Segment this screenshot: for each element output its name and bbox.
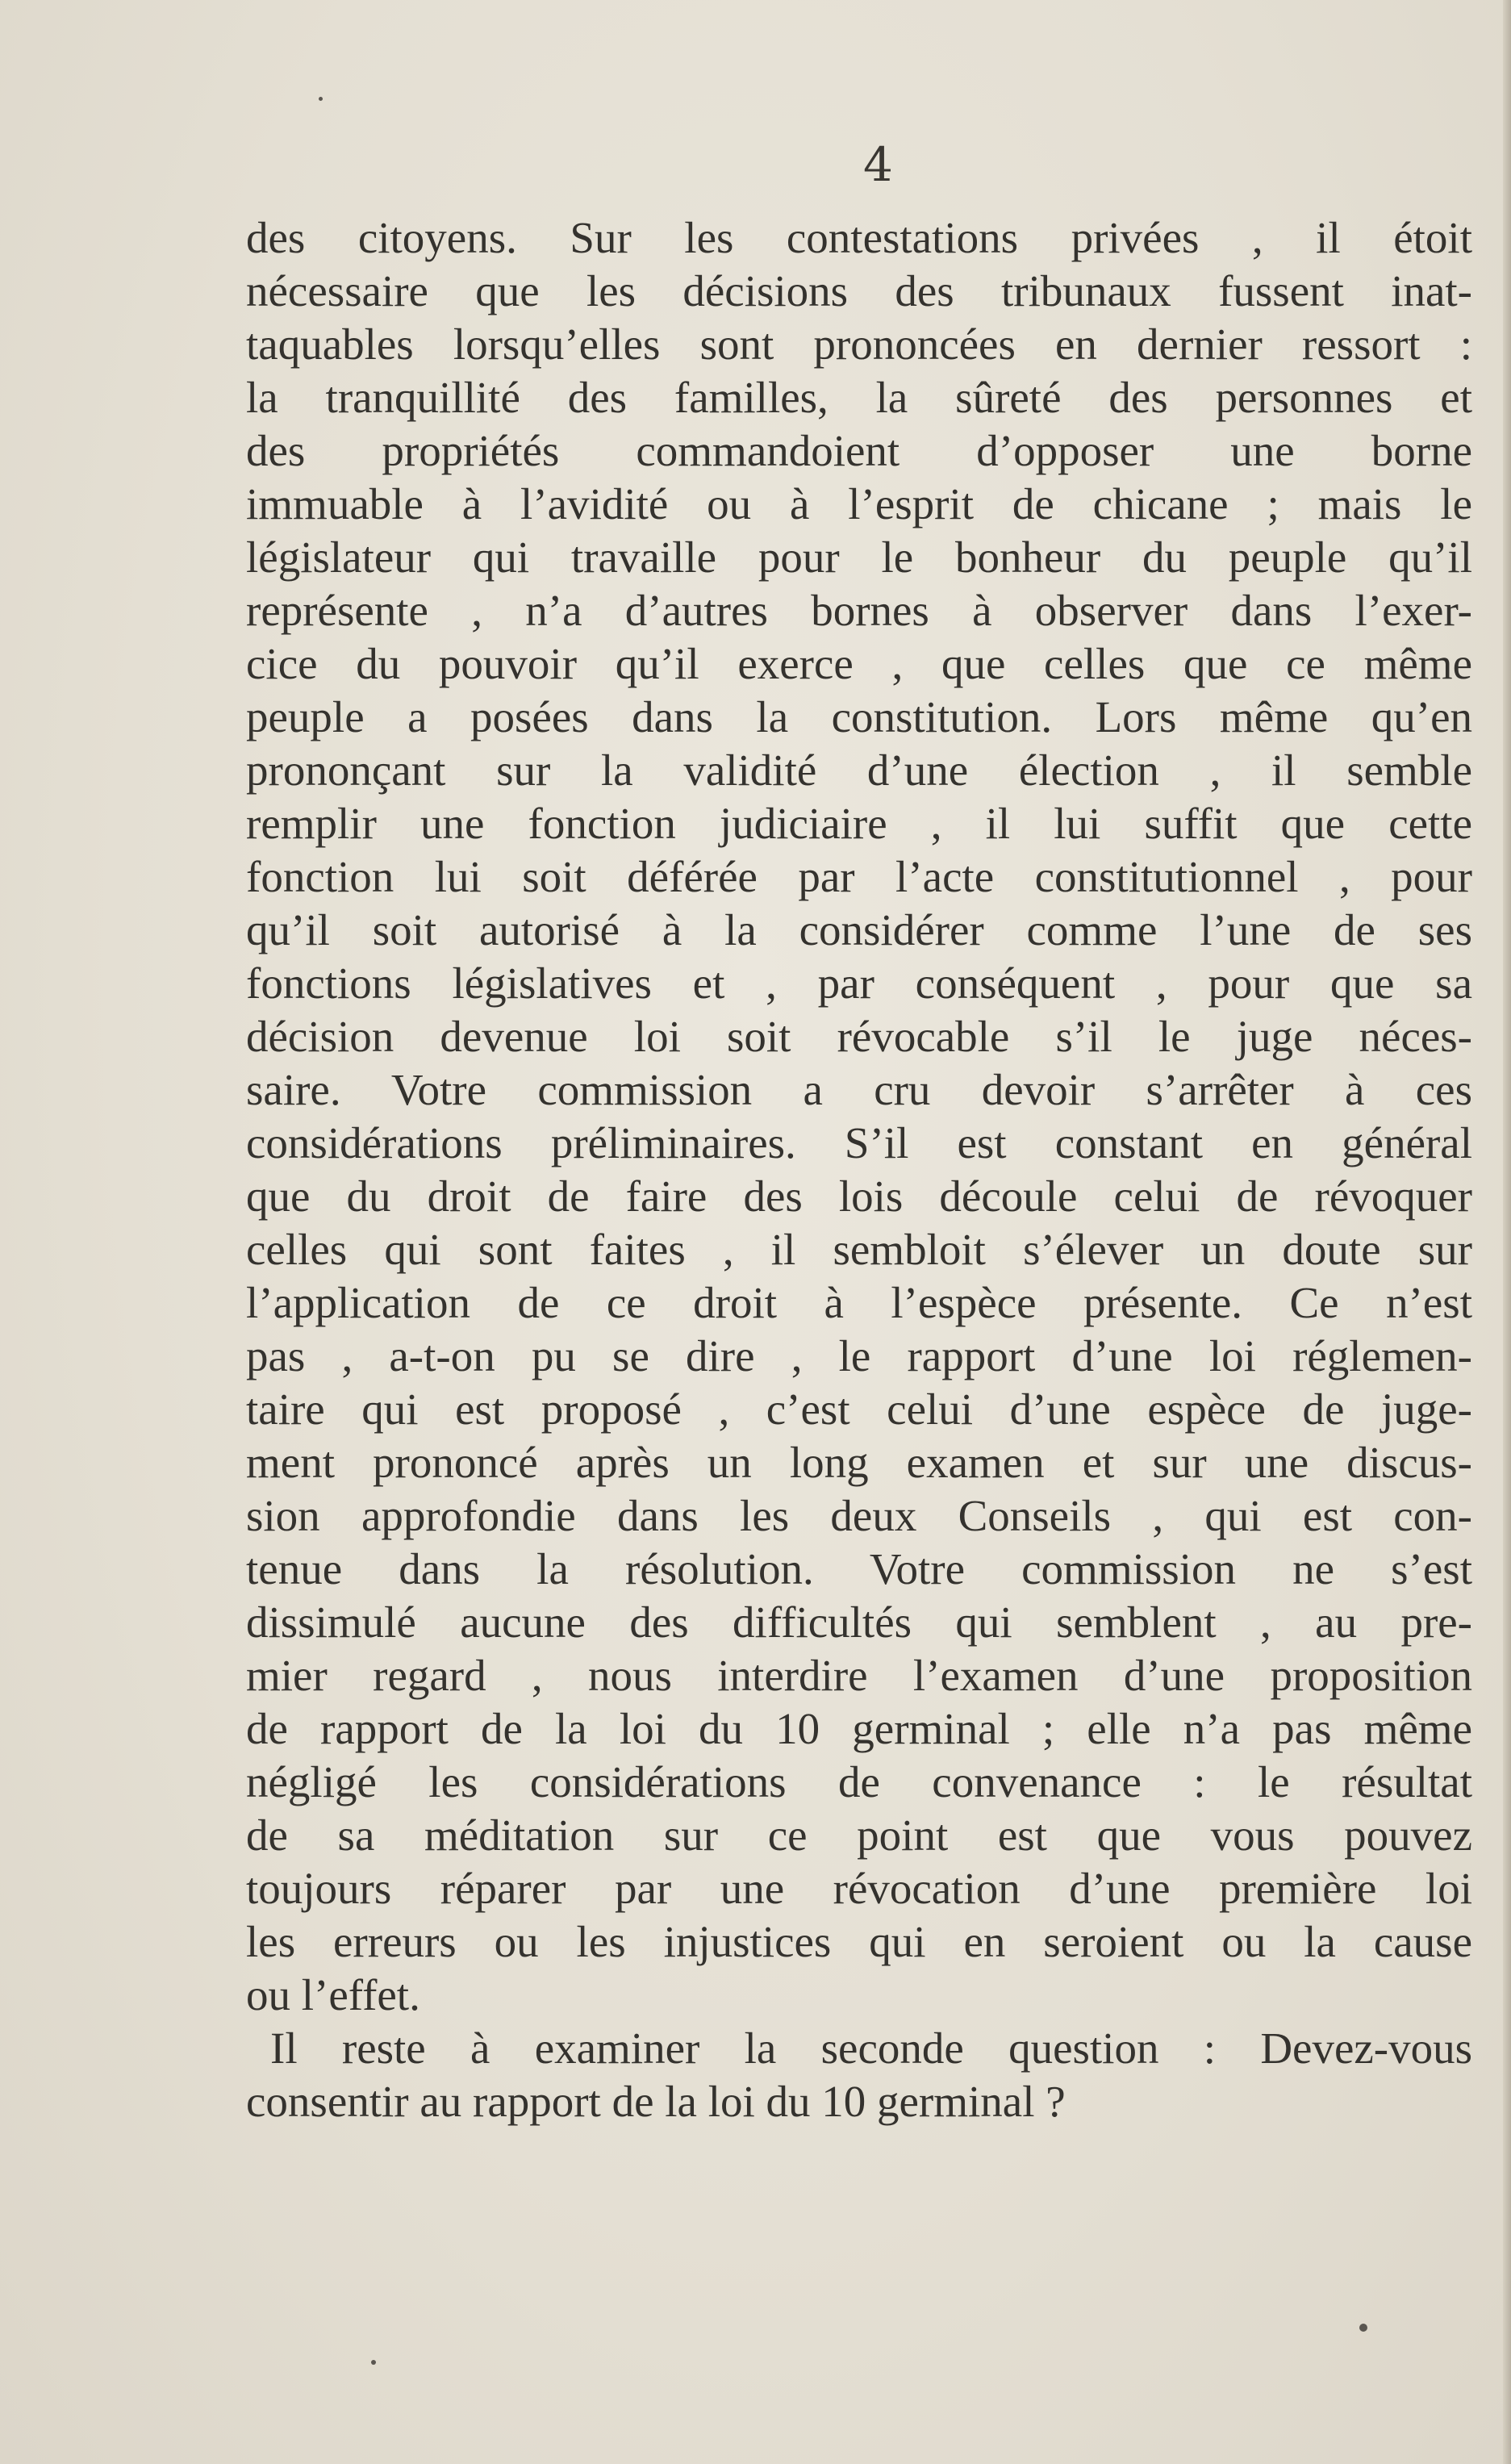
body-text [246,211,1472,2128]
paper-speck [371,2360,376,2365]
text-line: ment prononcé après un long examen et sur une discus- [246,1438,1472,1487]
text-line: que du droit de faire des lois découle celui de révoquer [246,1171,1472,1221]
page-edge [1503,0,1511,2464]
text-line: sion approfondie dans les deux Conseils , qui est con- [246,1491,1472,1540]
text-line: de sa méditation sur ce point est que vous pouvez [246,1810,1472,1860]
text-line: des citoyens. Sur les contestations privées , il étoit [246,213,1472,262]
text-line: Il reste à examiner la seconde question : Devez-vous [270,2023,1472,2073]
text-line: qu’il soit autorisé à la considérer comme l’une de ses [246,905,1472,954]
text-line: remplir une fonction judiciaire , il lui suffit que cette [246,799,1472,848]
text-line: peuple a posées dans la constitution. Lors même qu’en [246,692,1472,741]
text-line: législateur qui travaille pour le bonheur du peuple qu’il [246,532,1472,582]
paper-speck [319,97,323,101]
text-line: toujours réparer par une révocation d’une première loi [246,1864,1472,1913]
text-line: prononçant sur la validité d’une élection , il semble [246,745,1472,795]
text-line: ou l’effet. [246,1970,420,2019]
text-line: mier regard , nous interdire l’examen d’une proposition [246,1651,1472,1700]
text-line: les erreurs ou les injustices qui en seroient ou la cause [246,1917,1472,1966]
text-line: taquables lorsqu’elles sont prononcées en dernier ressort : [246,319,1472,369]
text-line: cice du pouvoir qu’il exerce , que celles que ce même [246,639,1472,688]
page-number: 4 [863,137,893,192]
text-line: l’application de ce droit à l’espèce présente. Ce n’est [246,1278,1472,1327]
text-line: considérations préliminaires. S’il est constant en général [246,1118,1472,1167]
text-line: immuable à l’avidité ou à l’esprit de chicane ; mais le [246,479,1472,528]
text-line: décision devenue loi soit révocable s’il le juge néces- [246,1012,1472,1061]
text-line: représente , n’a d’autres bornes à observer dans l’exer- [246,586,1472,635]
text-line: nécessaire que les décisions des tribunaux fussent inat- [246,266,1472,315]
text-line: des propriétés commandoient d’opposer une borne [246,426,1472,475]
text-line: de rapport de la loi du 10 germinal ; elle n’a pas même [246,1704,1472,1753]
text-line: négligé les considérations de convenance : le résultat [246,1757,1472,1806]
text-line: fonction lui soit déférée par l’acte constitutionnel , pour [246,852,1472,901]
text-line: celles qui sont faites , il sembloit s’élever un doute sur [246,1225,1472,1274]
text-line: tenue dans la résolution. Votre commission ne s’est [246,1544,1472,1593]
text-line: la tranquillité des familles, la sûreté des personnes et [246,373,1472,422]
text-line: fonctions législatives et , par conséquent , pour que sa [246,958,1472,1008]
text-line: dissimulé aucune des difficultés qui semblent , au pre- [246,1597,1472,1647]
text-line: saire. Votre commission a cru devoir s’arrêter à ces [246,1065,1472,1114]
text-line: consentir au rapport de la loi du 10 germinal ? [246,2077,1066,2126]
text-line: pas , a-t-on pu se dire , le rapport d’une loi réglemen- [246,1331,1472,1380]
paper-speck [1359,2324,1367,2332]
text-line: taire qui est proposé , c’est celui d’une espèce de juge- [246,1384,1472,1434]
